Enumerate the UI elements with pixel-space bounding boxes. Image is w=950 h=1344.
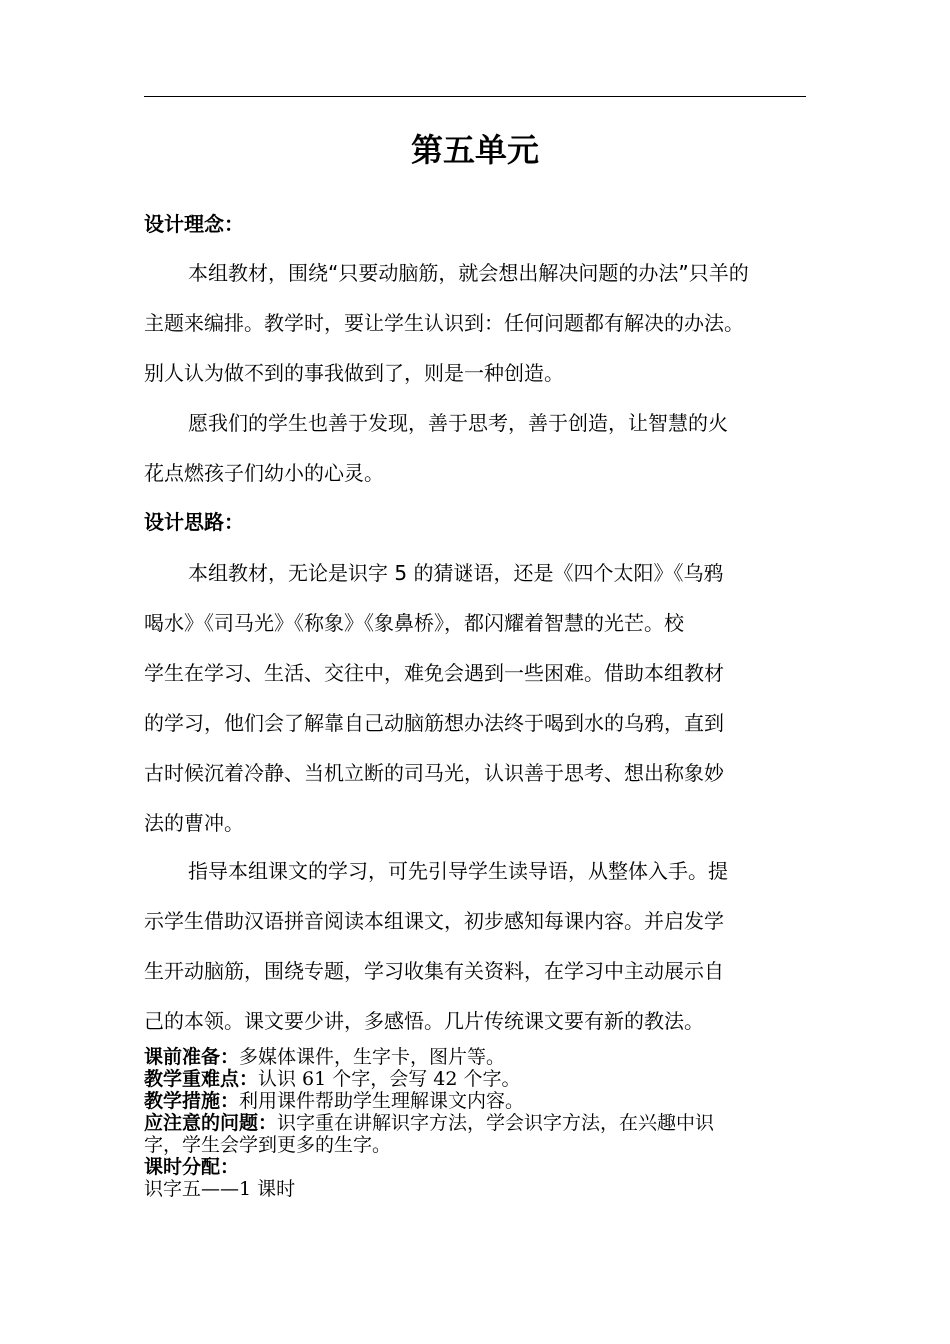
section-heading-design-concept: 设计理念： [144,212,244,236]
paragraph-line: 法的曹冲。 [144,811,244,835]
note-text: 多媒体课件，生字卡，图片等。 [239,1046,506,1068]
paragraph-line: 本组教材，围绕“只要动脑筋，就会想出解决问题的办法”只羊的 [188,261,749,285]
note-label: 应注意的问题： [144,1112,278,1134]
note-label: 课时分配： [144,1156,240,1178]
note-text: 识字重在讲解识字方法，学会识字方法，在兴趣中识 [277,1112,715,1134]
paragraph [144,846,816,1046]
paragraph-line: 本组教材，无论是识字 5 的猜谜语，还是《四个太阳》《乌鸦 [188,561,724,585]
paragraph-line: 示学生借助汉语拼音阅读本组课文，初步感知每课内容。并启发学 [144,909,724,933]
paragraph-line: 别人认为做不到的事我做到了，则是一种创造。 [144,361,564,385]
note-text: 利用课件帮助学生理解课文内容。 [239,1090,525,1112]
paragraph-line: 生开动脑筋，围绕专题，学习收集有关资料，在学习中主动展示自 [144,959,724,983]
note-label: 教学措施： [144,1090,240,1112]
note-row-schedule [144,1156,816,1178]
paragraph [144,398,816,498]
note-row-attention-cont [144,1134,816,1156]
paragraph-line: 己的本领。课文要少讲，多感悟。几片传统课文要有新的教法。 [144,1009,704,1033]
note-label: 课前准备： [144,1046,240,1068]
note-row-preparation [144,1046,816,1068]
note-row-attention [144,1112,816,1134]
note-row-key-points [144,1068,816,1090]
section-heading-design-approach: 设计思路： [144,510,244,534]
paragraph-line: 的学习，他们会了解靠自己动脑筋想办法终于喝到水的乌鸦，直到 [144,711,724,735]
note-label: 教学重难点： [144,1068,259,1090]
paragraph-line: 喝水》《司马光》《称象》《象鼻桥》，都闪耀着智慧的光芒。校 [144,611,684,635]
paragraph-line: 花点燃孩子们幼小的心灵。 [144,461,384,485]
paragraph-line: 指导本组课文的学习，可先引导学生读导语，从整体入手。提 [188,859,728,883]
header-rule [144,96,806,97]
paragraph-line: 主题来编排。教学时，要让学生认识到：任何问题都有解决的办法。 [144,311,744,335]
note-row-measures [144,1090,816,1112]
lesson-notes [144,1046,816,1200]
note-row-schedule-item [144,1178,816,1200]
paragraph-line: 愿我们的学生也善于发现，善于思考，善于创造，让智慧的火 [188,411,728,435]
note-text: 字，学生会学到更多的生字。 [144,1134,392,1156]
paragraph [144,248,816,398]
paragraph [144,548,816,848]
paragraph-line: 学生在学习、生活、交往中，难免会遇到一些困难。借助本组教材 [144,661,724,685]
page-title: 第五单元 [410,131,539,169]
paragraph-line: 古时候沉着冷静、当机立断的司马光，认识善于思考、想出称象妙 [144,761,724,785]
note-text: 认识 61 个字，会写 42 个字。 [258,1068,521,1090]
note-text: 识字五——1 课时 [144,1178,296,1200]
